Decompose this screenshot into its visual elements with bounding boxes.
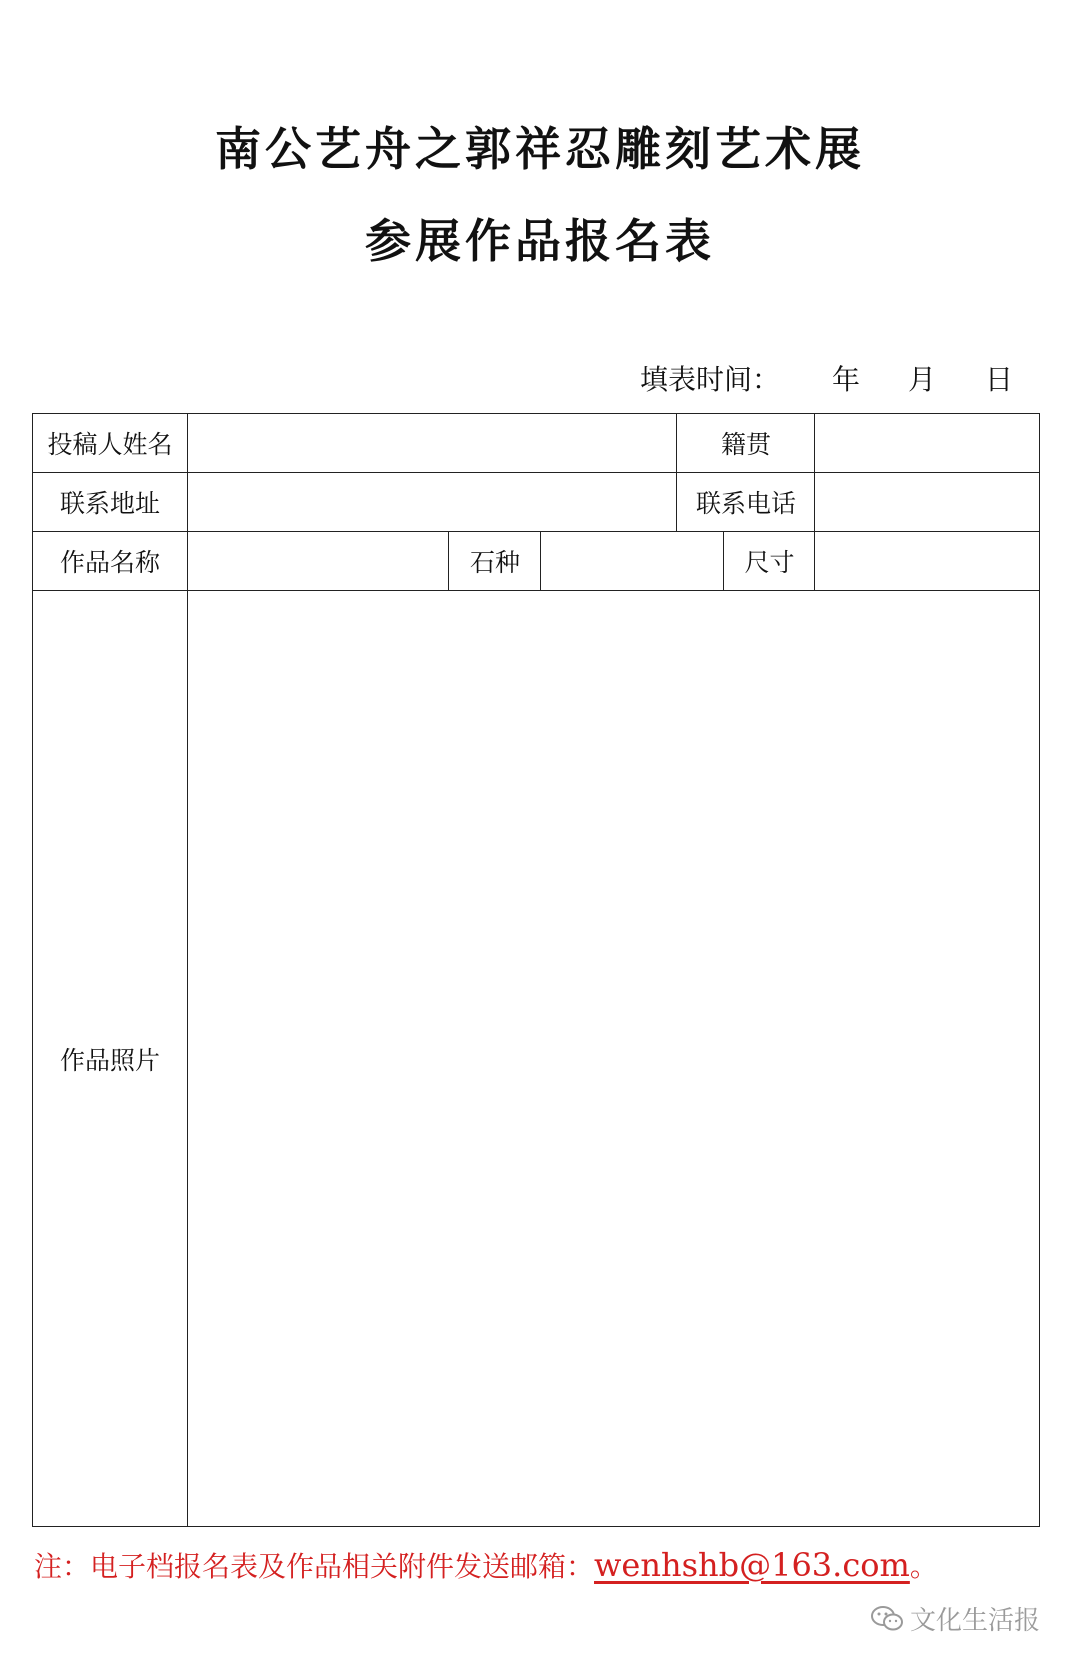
submission-note xyxy=(34,1545,938,1585)
work-name-field[interactable] xyxy=(189,532,447,590)
column-divider xyxy=(187,414,188,1526)
form-title-line-2: 参展作品报名表 xyxy=(365,214,715,268)
stone-type-field[interactable] xyxy=(542,532,722,590)
contact-phone-label: 联系电话 xyxy=(695,489,796,518)
note-text: 注：电子档报名表及作品相关附件发送邮箱： xyxy=(34,1550,595,1583)
applicant-name-label: 投稿人姓名 xyxy=(47,430,173,459)
work-photo-label: 作品照片 xyxy=(59,1045,160,1075)
note-end: 。 xyxy=(909,1550,938,1583)
size-label: 尺寸 xyxy=(744,548,795,577)
native-place-field[interactable] xyxy=(816,414,1038,472)
year-label: 年 xyxy=(832,363,861,396)
month-label: 月 xyxy=(908,363,937,396)
native-place-label: 籍贯 xyxy=(720,430,771,459)
stone-type-label: 石种 xyxy=(469,548,520,577)
source-watermark xyxy=(870,1600,1040,1637)
submission-email-link[interactable]: wenhshb@163.com xyxy=(594,1546,910,1584)
size-field[interactable] xyxy=(816,532,1038,590)
registration-form-table xyxy=(32,413,1040,1527)
column-divider xyxy=(540,531,541,590)
fill-date-label: 填表时间： xyxy=(640,363,781,396)
form-title-line-1: 南公艺舟之郭祥忍雕刻艺术展 xyxy=(215,122,865,176)
column-divider xyxy=(448,531,449,590)
wechat-icon xyxy=(870,1605,904,1633)
work-photo-area[interactable] xyxy=(189,591,1038,1526)
contact-phone-field[interactable] xyxy=(816,473,1038,531)
work-name-label: 作品名称 xyxy=(59,548,160,577)
day-label: 日 xyxy=(985,363,1014,396)
column-divider xyxy=(723,531,724,590)
column-divider xyxy=(676,414,677,531)
column-divider xyxy=(814,414,815,590)
watermark-text: 文化生活报 xyxy=(910,1606,1041,1636)
applicant-name-field[interactable] xyxy=(189,414,675,472)
contact-address-field[interactable] xyxy=(189,473,675,531)
contact-address-label: 联系地址 xyxy=(59,489,160,518)
